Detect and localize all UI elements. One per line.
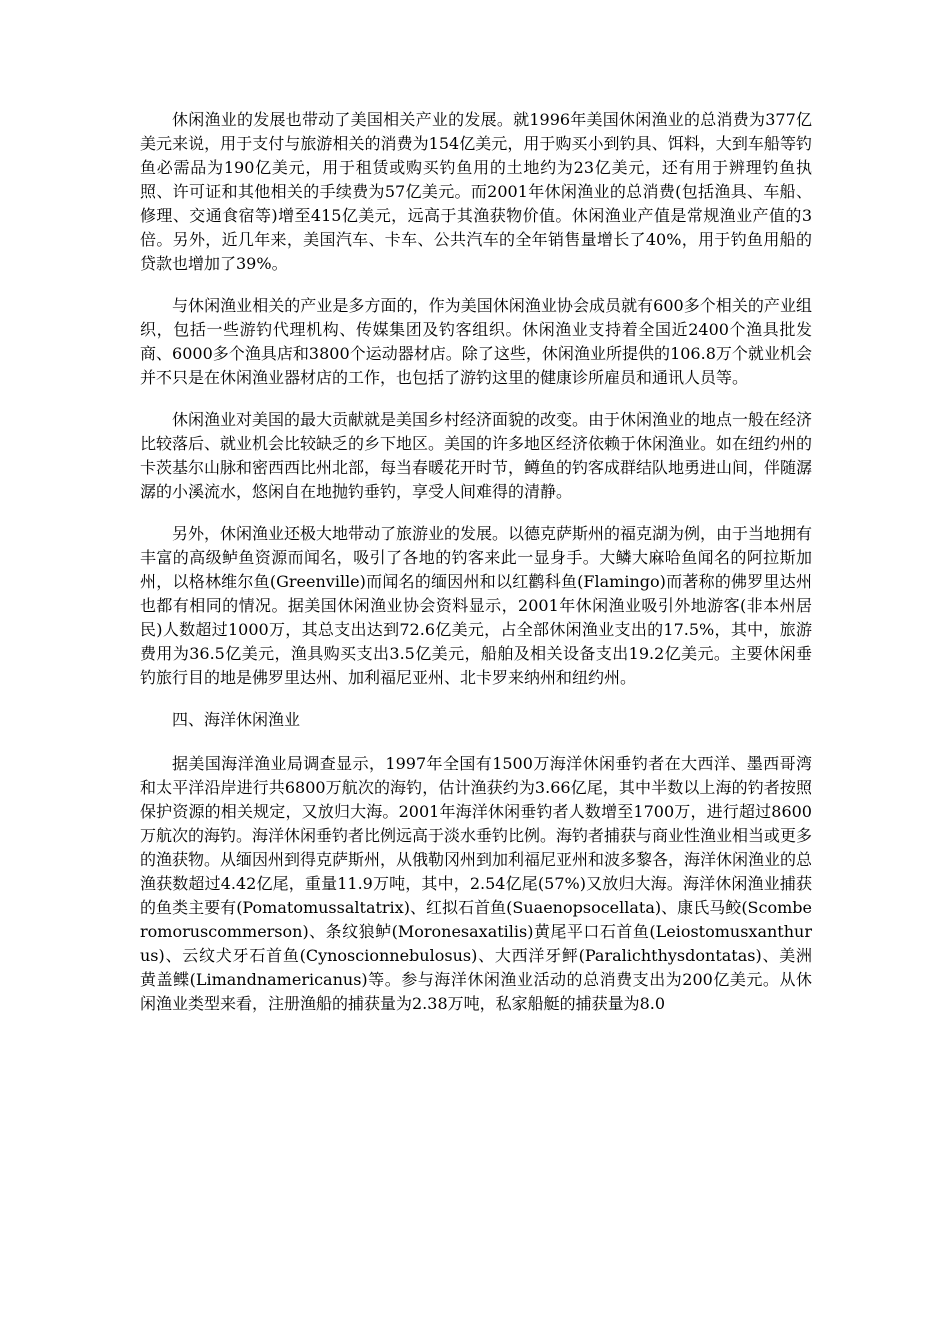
paragraph-related-industries: 与休闲渔业相关的产业是多方面的，作为美国休闲渔业协会成员就有600多个相关的产业组织，包括一些游钓代理机构、传媒集团及钓客组织。休闲渔业支持着全国近2400个渔具批发商、6000多个渔具店和3800个运动器材店。除了这些，休闲渔业所提供的106.8万个就业机会并不只是在休闲渔业器材店的工作，也包括了游钓这里的健康诊所雇员和通讯人员等。 <box>140 296 812 387</box>
paragraph-tourism: 另外，休闲渔业还极大地带动了旅游业的发展。以德克萨斯州的福克湖为例，由于当地拥有丰富的高级鲈鱼资源而闻名，吸引了各地的钓客来此一显身手。大鳞大麻哈鱼闻名的阿拉斯加州，以格林维尔鱼(Greenville)而闻名的缅因州和以红鹳科鱼(Flamingo)而著称的佛罗里达州也都有相同的情况。据美国休闲渔业协会资料显示，2001年休闲渔业吸引外地游客(非本州居民)人数超过1000万，其总支出达到72.6亿美元，占全部休闲渔业支出的17.5%，其中，旅游费用为36.5亿美元，渔具购买支出3.5亿美元，船舶及相关设备支出19.2亿美元。主要休闲垂钓旅行目的地是佛罗里达州、加利福尼亚州、北卡罗来纳州和纽约州。 <box>140 524 813 687</box>
paragraph-rural-economy: 休闲渔业对美国的最大贡献就是美国乡村经济面貌的改变。由于休闲渔业的地点一般在经济比较落后、就业机会比较缺乏的乡下地区。美国的许多地区经济依赖于休闲渔业。如在纽约州的卡茨基尔山脉和密西西比州北部，每当春暖花开时节，鳟鱼的钓客成群结队地勇进山间，伴随潺潺的小溪流水，悠闲自在地抛钓垂钓，享受人间难得的清静。 <box>140 410 813 501</box>
paragraph-industry-consumption: 休闲渔业的发展也带动了美国相关产业的发展。就1996年美国休闲渔业的总消费为377亿美元来说，用于支付与旅游相关的消费为154亿美元，用于购买小到钓具、饵料，大到车船等钓鱼必需品为190亿美元，用于租赁或购买钓鱼用的土地约为23亿美元，还有用于辨理钓鱼执照、许可证和其他相关的手续费为57亿美元。而2001年休闲渔业的总消费(包括渔具、车船、修理、交通食宿等)增至415亿美元，远高于其渔获物价值。休闲渔业产值是常规渔业产值的3倍。另外，近几年来，美国汽车、卡车、公共汽车的全年销售量增长了40%，用于钓鱼用船的贷款也增加了39%。 <box>140 110 812 273</box>
section-heading: 四、海洋休闲渔业 <box>172 710 301 729</box>
document-page <box>140 108 812 1034</box>
paragraph-marine-fishing: 据美国海洋渔业局调查显示，1997年全国有1500万海洋休闲垂钓者在大西洋、墨西哥湾和太平洋沿岸进行共6800万航次的海钓，估计渔获约为3.66亿尾，其中半数以上海的钓者按照保护资源的相关规定，又放归大海。2001年海洋休闲垂钓者人数增至1700万，进行超过8600万航次的海钓。海洋休闲垂钓者比例远高于淡水垂钓比例。海钓者捕获与商业性渔业相当或更多的渔获物。从缅因州到得克萨斯州，从俄勒冈州到加利福尼亚州和波多黎各，海洋休闲渔业的总渔获数超过4.42亿尾，重量11.9万吨，其中，2.54亿尾(57%)又放归大海。海洋休闲渔业捕获的鱼类主要有(Pomatomussaltatrix)、红拟石首鱼(Suaenopsocellata)、康氏马鲛(Scomberomoruscommerson)、条纹狼鲈(Moronesaxatilis)黄尾平口石首鱼(Leiostomusxanthurus)、云纹犬牙石首鱼(Cynoscionnebulosus)、大西洋牙鲆(Paralichthysdontatas)、美洲黄盖鲽(Limandnamericanus)等。参与海洋休闲渔业活动的总消费支出为200亿美元。从休闲渔业类型来看，注册渔船的捕获量为2.38万吨，私家船艇的捕获量为8.0 <box>140 754 813 1013</box>
